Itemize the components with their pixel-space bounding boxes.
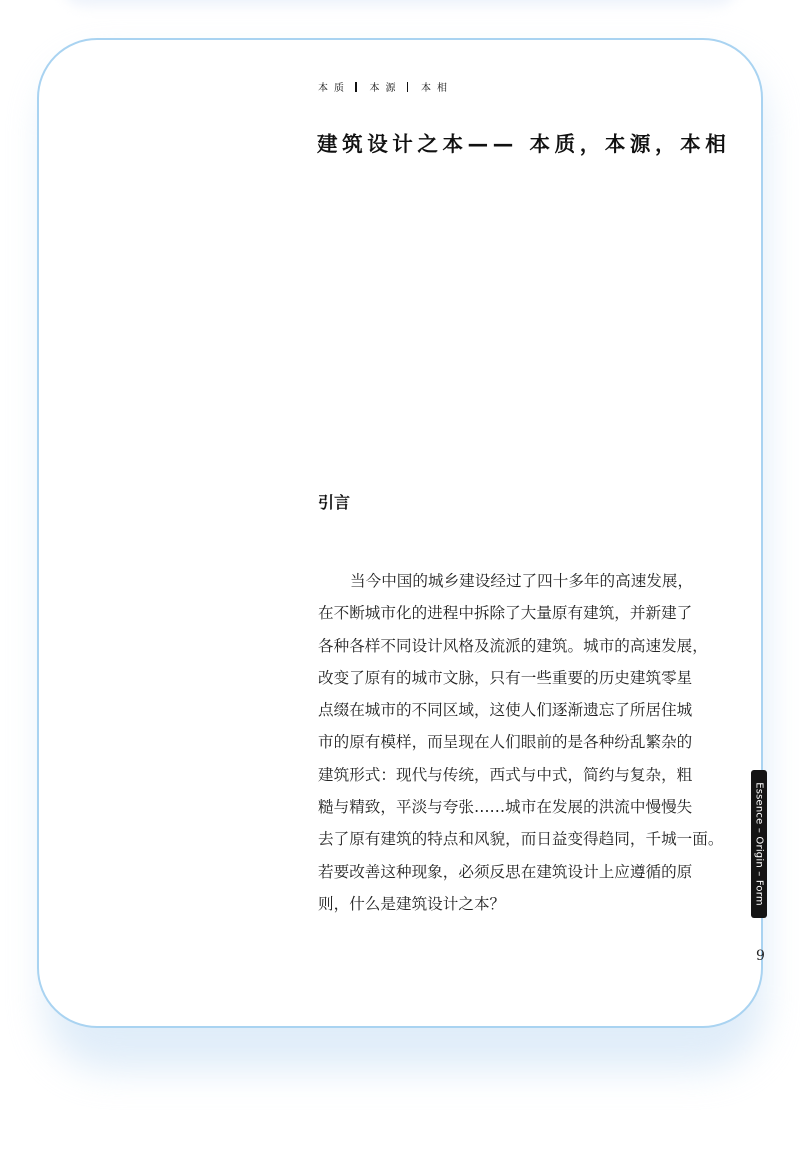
paragraph-line: 改变了原有的城市文脉，只有一些重要的历史建筑零星 (318, 668, 693, 687)
chapter-title: 建筑设计之本—— 本质，本源，本相 (317, 132, 731, 156)
paragraph-line: 当今中国的城乡建设经过了四十多年的高速发展， (350, 572, 694, 590)
paragraph-line: 去了原有建筑的特点和风貌，而日益变得趋同，千城一面。 (318, 830, 724, 849)
paragraph-line: 点缀在城市的不同区域，这使人们逐渐遗忘了所居住城 (318, 701, 693, 720)
running-header (318, 79, 453, 94)
paragraph-line: 各种各样不同设计风格及流派的建筑。城市的高速发展， (318, 636, 708, 655)
paragraph-line: 在不断城市化的进程中拆除了大量原有建筑，并新建了 (318, 604, 693, 623)
section-heading: 引言 (318, 493, 351, 512)
side-tab-label: Essence – Origin – Form (753, 782, 765, 906)
paragraph-line: 建筑形式：现代与传统，西式与中式，简约与复杂，粗 (318, 765, 693, 784)
running-header-item-2: 本源 (369, 83, 402, 94)
page-number: 9 (756, 948, 765, 964)
paragraph-line: 市的原有模样，而呈现在人们眼前的是各种纷乱繁杂的 (318, 733, 693, 752)
top-decoration (60, 0, 740, 6)
running-header-item-1: 本质 (318, 83, 350, 94)
running-header-item-3: 本相 (421, 83, 453, 94)
header-separator (407, 82, 409, 92)
paragraph-line: 则，什么是建筑设计之本？ (318, 894, 506, 913)
body-paragraph (318, 565, 724, 920)
header-separator (355, 82, 357, 92)
paragraph-line: 糙与精致，平淡与夸张……城市在发展的洪流中慢慢失 (318, 798, 693, 817)
paragraph-line: 若要改善这种现象，必须反思在建筑设计上应遵循的原 (318, 862, 693, 881)
